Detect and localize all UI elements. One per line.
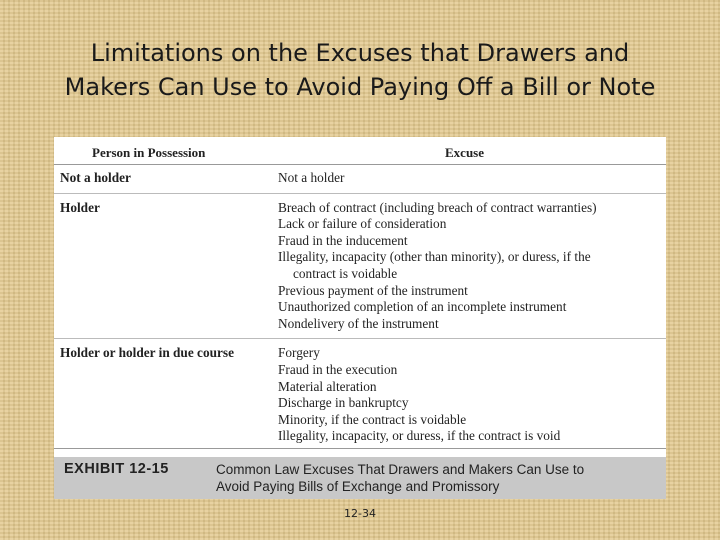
excuse-item: Illegality, incapacity, or duress, if the contract is void xyxy=(278,428,561,444)
slide-title-line-2: Makers Can Use to Avoid Paying Off a Bill or Note xyxy=(64,73,656,101)
exhibit-caption-bar xyxy=(54,457,666,499)
row-person: Holder or holder in due course xyxy=(60,345,234,361)
excuse-item: Material alteration xyxy=(278,378,377,394)
table-body xyxy=(54,170,666,449)
excuse-item: Previous payment of the instrument xyxy=(278,282,468,298)
excuse-item: Nondelivery of the instrument xyxy=(278,315,439,331)
excuse-item: Lack or failure of consideration xyxy=(278,216,447,232)
row-excuses xyxy=(278,345,666,445)
table-row-holder xyxy=(54,200,666,340)
header-excuse: Excuse xyxy=(445,145,484,160)
excuse-item-continuation: contract is voidable xyxy=(293,265,398,281)
excuse-item: Forgery xyxy=(278,345,320,361)
exhibit-caption-line-1: Common Law Excuses That Drawers and Makers Can Use to xyxy=(216,462,585,477)
row-excuses xyxy=(278,170,666,187)
table-row-holder-or-hdc xyxy=(54,345,666,449)
row-person: Holder xyxy=(60,199,100,215)
exhibit-label: EXHIBIT 12-15 xyxy=(64,461,169,477)
table-header xyxy=(54,142,666,165)
exhibit-panel xyxy=(54,137,666,499)
excuse-item: Not a holder xyxy=(278,170,345,185)
table-row-not-a-holder xyxy=(54,170,666,194)
row-excuses xyxy=(278,200,666,333)
excuse-item: Fraud in the inducement xyxy=(278,232,408,248)
row-person: Not a holder xyxy=(60,170,131,185)
header-person: Person in Possession xyxy=(92,145,206,160)
excuse-item: Discharge in bankruptcy xyxy=(278,395,409,411)
slide-title xyxy=(0,36,720,104)
slide-title-line-1: Limitations on the Excuses that Drawers and xyxy=(90,39,630,67)
exhibit-caption-line-2: Avoid Paying Bills of Exchange and Promissory xyxy=(216,479,500,494)
page-number: 12-34 xyxy=(344,507,376,520)
exhibit-caption xyxy=(216,461,584,495)
excuse-item: Breach of contract (including breach of contract warranties) xyxy=(278,199,597,215)
excuse-item: Minority, if the contract is voidable xyxy=(278,411,467,427)
excuse-item: Fraud in the execution xyxy=(278,361,398,377)
excuse-item: Illegality, incapacity (other than minority), or duress, if the xyxy=(278,249,591,265)
excuse-item: Unauthorized completion of an incomplete instrument xyxy=(278,299,567,315)
